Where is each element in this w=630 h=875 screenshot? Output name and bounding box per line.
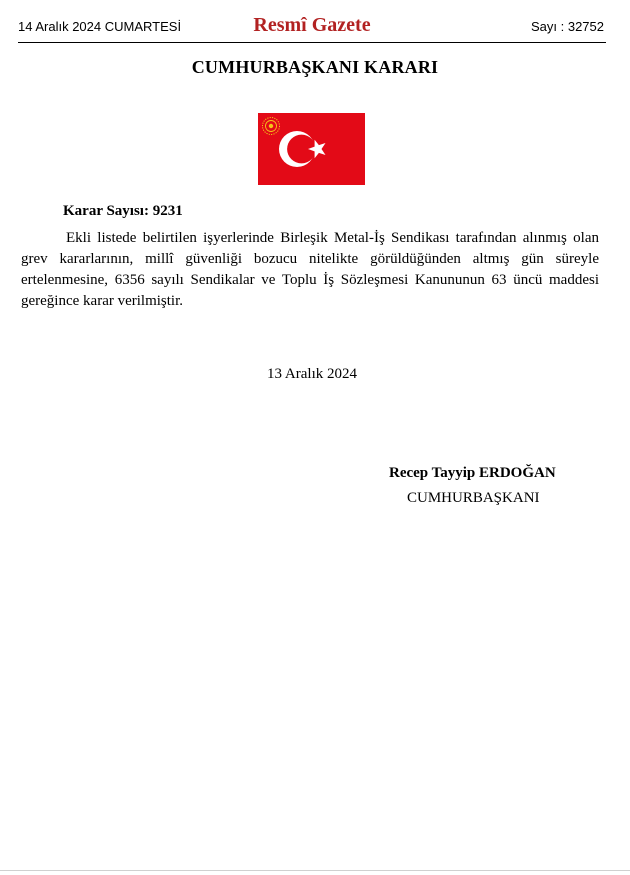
issue-number: Sayı : 32752 — [531, 19, 604, 34]
signing-date: 13 Aralık 2024 — [267, 366, 357, 382]
signer-name: Recep Tayyip ERDOĞAN — [389, 465, 556, 481]
gazette-header — [18, 12, 606, 43]
turkish-flag-icon — [258, 113, 365, 185]
gazette-title: Resmî Gazete — [253, 14, 371, 36]
decision-number: Karar Sayısı: 9231 — [63, 203, 183, 219]
decision-body: Ekli listede belirtilen işyerlerinde Birleşik Metal-İş Sendikası tarafından alınmış olan grev kararlarının, millî güvenliği bozucu nitelikte görüldüğünden altmış gün süreyle ertelenmesine, 6356 sayılı Sendikalar ve Toplu İş Sözleşmesi Kanununun 63 üncü maddesi gereğince karar verilmiştir. — [21, 230, 599, 309]
document-title: CUMHURBAŞKANI KARARI — [191, 57, 439, 77]
header-date: 14 Aralık 2024 CUMARTESİ — [18, 19, 182, 34]
signer-title: CUMHURBAŞKANI — [407, 490, 540, 506]
page-bottom-divider — [0, 870, 630, 871]
